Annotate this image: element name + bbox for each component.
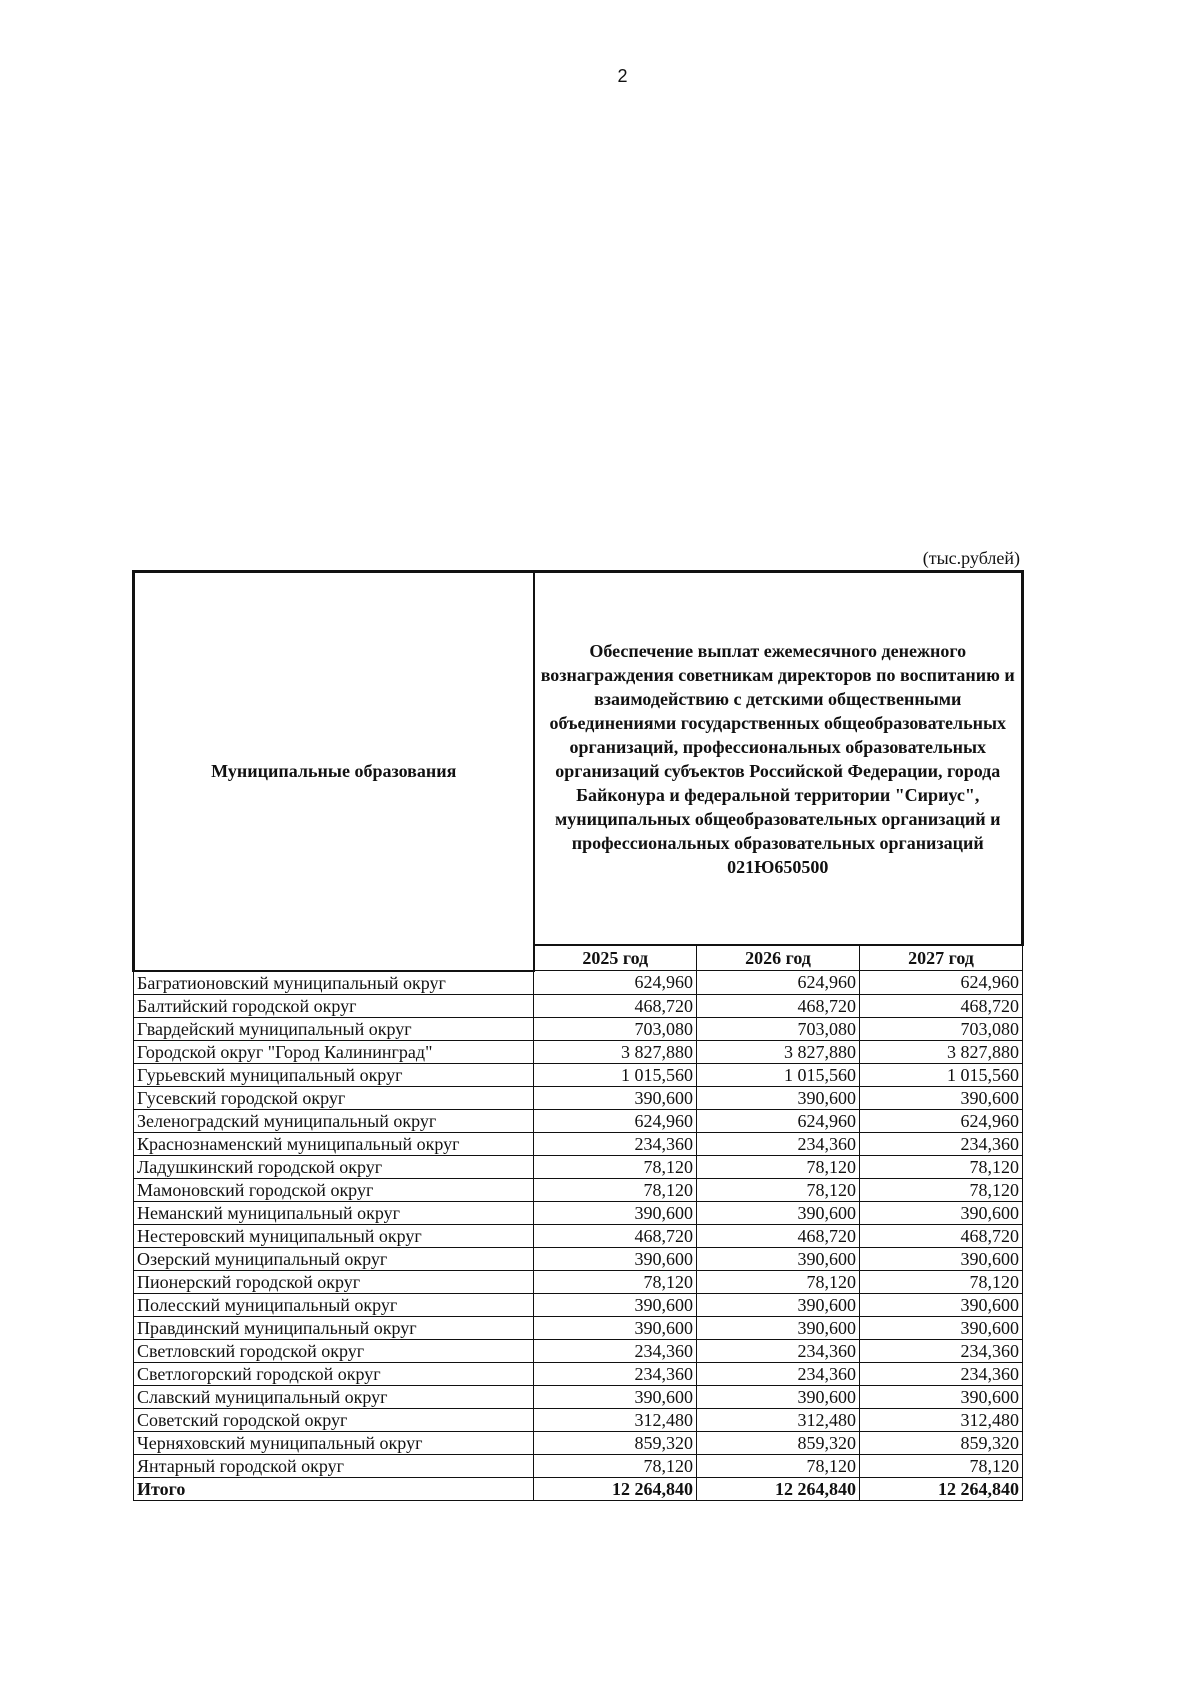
- value-2025: 859,320: [534, 1431, 697, 1454]
- value-2026: 468,720: [697, 1224, 860, 1247]
- municipality-name: Мамоновский городской округ: [134, 1178, 534, 1201]
- value-2026: 78,120: [697, 1178, 860, 1201]
- header-year-2027: 2027 год: [860, 945, 1023, 971]
- municipality-name: Ладушкинский городской округ: [134, 1155, 534, 1178]
- table-row: [134, 1362, 1023, 1385]
- value-2025: 703,080: [534, 1017, 697, 1040]
- table-row: [134, 994, 1023, 1017]
- value-2027: 390,600: [860, 1316, 1023, 1339]
- value-2025: 390,600: [534, 1316, 697, 1339]
- total-row: [134, 1477, 1023, 1500]
- table-row: [134, 1201, 1023, 1224]
- value-2027: 624,960: [860, 971, 1023, 995]
- value-2026: 703,080: [697, 1017, 860, 1040]
- value-2027: 234,360: [860, 1362, 1023, 1385]
- value-2025: 624,960: [534, 971, 697, 995]
- table-row: [134, 1109, 1023, 1132]
- table-row: [134, 1224, 1023, 1247]
- value-2027: 312,480: [860, 1408, 1023, 1431]
- value-2027: 78,120: [860, 1454, 1023, 1477]
- value-2026: 234,360: [697, 1132, 860, 1155]
- municipality-name: Правдинский муниципальный округ: [134, 1316, 534, 1339]
- header-municipalities: Муниципальные образования: [134, 572, 534, 971]
- value-2027: 390,600: [860, 1293, 1023, 1316]
- value-2025: 468,720: [534, 994, 697, 1017]
- value-2027: 624,960: [860, 1109, 1023, 1132]
- value-2025: 78,120: [534, 1270, 697, 1293]
- table-row: [134, 1178, 1023, 1201]
- value-2025: 234,360: [534, 1132, 697, 1155]
- header-year-2026: 2026 год: [697, 945, 860, 971]
- municipality-name: Гвардейский муниципальный округ: [134, 1017, 534, 1040]
- table-row: [134, 1454, 1023, 1477]
- table-row: [134, 1132, 1023, 1155]
- value-2026: 234,360: [697, 1362, 860, 1385]
- table-row: [134, 971, 1023, 995]
- municipality-name: Гурьевский муниципальный округ: [134, 1063, 534, 1086]
- value-2026: 624,960: [697, 1109, 860, 1132]
- table-row: [134, 1063, 1023, 1086]
- value-2027: 78,120: [860, 1178, 1023, 1201]
- table-row: [134, 1408, 1023, 1431]
- value-2025: 312,480: [534, 1408, 697, 1431]
- municipality-name: Гусевский городской округ: [134, 1086, 534, 1109]
- value-2026: 390,600: [697, 1316, 860, 1339]
- value-2026: 390,600: [697, 1247, 860, 1270]
- table-row: [134, 1086, 1023, 1109]
- value-2027: 78,120: [860, 1155, 1023, 1178]
- value-2026: 390,600: [697, 1293, 860, 1316]
- value-2026: 3 827,880: [697, 1040, 860, 1063]
- value-2025: 78,120: [534, 1454, 697, 1477]
- value-2025: 1 015,560: [534, 1063, 697, 1086]
- municipality-name: Светлогорский городской округ: [134, 1362, 534, 1385]
- table-body: [134, 971, 1023, 1478]
- municipality-name: Городской округ "Город Калининград": [134, 1040, 534, 1063]
- value-2026: 78,120: [697, 1270, 860, 1293]
- municipality-name: Озерский муниципальный округ: [134, 1247, 534, 1270]
- value-2027: 234,360: [860, 1339, 1023, 1362]
- table-row: [134, 1017, 1023, 1040]
- municipality-name: Янтарный городской округ: [134, 1454, 534, 1477]
- municipality-name: Советский городской округ: [134, 1408, 534, 1431]
- value-2025: 234,360: [534, 1339, 697, 1362]
- municipality-name: Пионерский городской округ: [134, 1270, 534, 1293]
- value-2025: 78,120: [534, 1178, 697, 1201]
- value-2026: 78,120: [697, 1454, 860, 1477]
- value-2027: 468,720: [860, 994, 1023, 1017]
- value-2027: 234,360: [860, 1132, 1023, 1155]
- table-row: [134, 1040, 1023, 1063]
- total-value-2026: 12 264,840: [697, 1477, 860, 1500]
- value-2027: 859,320: [860, 1431, 1023, 1454]
- value-2025: 468,720: [534, 1224, 697, 1247]
- header-description: Обеспечение выплат ежемесячного денежного вознаграждения советникам директоров по воспитанию и взаимодействию с детскими общественными объединениями государственных общеобразовательных организаций, профессиональных образовательных организаций субъектов Российской Федерации, города Байконура и федеральной территории "Сириус", муниципальных общеобразовательных организаций и профессиональных образовательных организаций 021Ю650500: [534, 572, 1023, 946]
- municipality-name: Неманский муниципальный округ: [134, 1201, 534, 1224]
- value-2025: 390,600: [534, 1086, 697, 1109]
- municipality-name: Черняховский муниципальный округ: [134, 1431, 534, 1454]
- value-2025: 78,120: [534, 1155, 697, 1178]
- value-2026: 1 015,560: [697, 1063, 860, 1086]
- municipality-name: Зеленоградский муниципальный округ: [134, 1109, 534, 1132]
- value-2027: 390,600: [860, 1385, 1023, 1408]
- value-2025: 390,600: [534, 1247, 697, 1270]
- value-2025: 390,600: [534, 1293, 697, 1316]
- value-2026: 312,480: [697, 1408, 860, 1431]
- value-2026: 624,960: [697, 971, 860, 995]
- value-2026: 234,360: [697, 1339, 860, 1362]
- budget-table: [132, 570, 1024, 1501]
- table-row: [134, 1431, 1023, 1454]
- municipality-name: Балтийский городской округ: [134, 994, 534, 1017]
- value-2026: 468,720: [697, 994, 860, 1017]
- value-2027: 703,080: [860, 1017, 1023, 1040]
- value-2026: 390,600: [697, 1385, 860, 1408]
- value-2027: 390,600: [860, 1086, 1023, 1109]
- table-row: [134, 1339, 1023, 1362]
- value-2025: 624,960: [534, 1109, 697, 1132]
- value-2025: 390,600: [534, 1385, 697, 1408]
- value-2027: 390,600: [860, 1247, 1023, 1270]
- municipality-name: Светловский городской округ: [134, 1339, 534, 1362]
- table-row: [134, 1385, 1023, 1408]
- table-row: [134, 1316, 1023, 1339]
- municipality-name: Славский муниципальный округ: [134, 1385, 534, 1408]
- value-2027: 1 015,560: [860, 1063, 1023, 1086]
- page-number: 2: [617, 66, 628, 86]
- value-2026: 390,600: [697, 1201, 860, 1224]
- municipality-name: Нестеровский муниципальный округ: [134, 1224, 534, 1247]
- municipality-name: Краснознаменский муниципальный округ: [134, 1132, 534, 1155]
- value-2026: 390,600: [697, 1086, 860, 1109]
- value-2027: 468,720: [860, 1224, 1023, 1247]
- total-label: Итого: [134, 1477, 534, 1500]
- value-2025: 3 827,880: [534, 1040, 697, 1063]
- municipality-name: Полесский муниципальный округ: [134, 1293, 534, 1316]
- value-2025: 390,600: [534, 1201, 697, 1224]
- value-2027: 3 827,880: [860, 1040, 1023, 1063]
- value-2025: 234,360: [534, 1362, 697, 1385]
- total-value-2027: 12 264,840: [860, 1477, 1023, 1500]
- header-year-2025: 2025 год: [534, 945, 697, 971]
- table-row: [134, 1270, 1023, 1293]
- value-2027: 390,600: [860, 1201, 1023, 1224]
- value-2026: 859,320: [697, 1431, 860, 1454]
- total-value-2025: 12 264,840: [534, 1477, 697, 1500]
- value-2027: 78,120: [860, 1270, 1023, 1293]
- table-row: [134, 1293, 1023, 1316]
- municipality-name: Багратионовский муниципальный округ: [134, 971, 534, 995]
- table-row: [134, 1155, 1023, 1178]
- table-row: [134, 1247, 1023, 1270]
- units-label: (тыс.рублей): [922, 548, 1020, 568]
- value-2026: 78,120: [697, 1155, 860, 1178]
